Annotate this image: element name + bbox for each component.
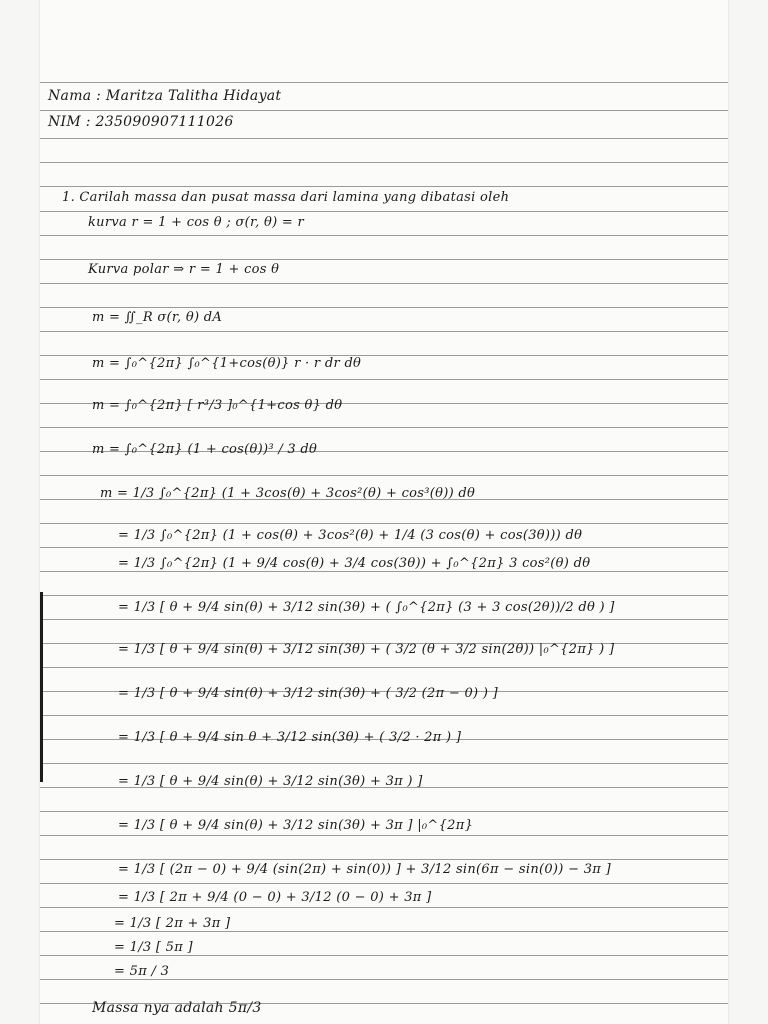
problem-statement-line-1: 1. Carilah massa dan pusat massa dari lamina yang dibatasi oleh	[62, 190, 510, 205]
ruled-line	[40, 595, 728, 596]
curve-note: Kurva polar ⇒ r = 1 + cos θ	[88, 262, 280, 277]
ruled-line	[40, 211, 728, 212]
step-line: = 1/3 [ (2π − 0) + 9/4 (sin(2π) + sin(0)) ] + 3/12 sin(6π − sin(0)) − 3π ]	[118, 862, 611, 877]
step-line: = 1/3 [ 5π ]	[114, 940, 193, 955]
step-line: = 1/3 ∫₀^{2π} (1 + 9/4 cos(θ) + 3/4 cos(3θ)) + ∫₀^{2π} 3 cos²(θ) dθ	[118, 556, 591, 571]
ruled-line	[40, 979, 728, 980]
ruled-line	[40, 931, 728, 932]
ruled-line	[40, 811, 728, 812]
step-line: m = ∫₀^{2π} (1 + cos(θ))³ / 3 dθ	[92, 442, 318, 457]
step-line: m = ∫₀^{2π} ∫₀^{1+cos(θ)} r · r dr dθ	[92, 356, 362, 371]
conclusion: Massa nya adalah 5π/3	[92, 1000, 262, 1016]
ruled-line	[40, 475, 728, 476]
ruled-line	[40, 82, 728, 83]
ruled-line	[40, 138, 728, 139]
ruled-line	[40, 883, 728, 884]
step-line: = 5π / 3	[114, 964, 170, 979]
ruled-line	[40, 715, 728, 716]
page-edge-mark	[40, 592, 43, 782]
ruled-line	[40, 571, 728, 572]
ruled-line	[40, 110, 728, 111]
student-name: Nama : Maritza Talitha Hidayat	[48, 88, 282, 104]
ruled-line	[40, 763, 728, 764]
ruled-line	[40, 859, 728, 860]
step-line: = 1/3 [ θ + 9/4 sin(θ) + 3/12 sin(3θ) + ( 3/2 (2π − 0) ) ]	[118, 686, 499, 701]
ruled-line	[40, 955, 728, 956]
step-line: = 1/3 [ θ + 9/4 sin(θ) + 3/12 sin(3θ) + ( 3/2 (θ + 3/2 sin(2θ)) |₀^{2π} ) ]	[118, 642, 615, 657]
ruled-line	[40, 331, 728, 332]
ruled-line	[40, 427, 728, 428]
ruled-line	[40, 307, 728, 308]
ruled-line	[40, 283, 728, 284]
step-line: = 1/3 [ 2π + 3π ]	[114, 916, 231, 931]
ruled-line	[40, 259, 728, 260]
ruled-line	[40, 162, 728, 163]
step-line: m = ∫₀^{2π} [ r³/3 ]₀^{1+cos θ} dθ	[92, 398, 343, 413]
ruled-line	[40, 547, 728, 548]
ruled-line	[40, 835, 728, 836]
step-line: = 1/3 ∫₀^{2π} (1 + cos(θ) + 3cos²(θ) + 1/4 (3 cos(θ) + cos(3θ))) dθ	[118, 528, 583, 543]
step-line: = 1/3 [ θ + 9/4 sin θ + 3/12 sin(3θ) + ( 3/2 · 2π ) ]	[118, 730, 462, 745]
ruled-line	[40, 667, 728, 668]
ruled-line	[40, 907, 728, 908]
ruled-line	[40, 235, 728, 236]
ruled-line	[40, 379, 728, 380]
ruled-line	[40, 523, 728, 524]
step-line: m = 1/3 ∫₀^{2π} (1 + 3cos(θ) + 3cos²(θ) + cos³(θ)) dθ	[100, 486, 476, 501]
step-line: = 1/3 [ θ + 9/4 sin(θ) + 3/12 sin(3θ) + 3π ] |₀^{2π}	[118, 818, 474, 833]
ruled-line	[40, 186, 728, 187]
notebook-page	[40, 0, 728, 1024]
step-line: m = ∬_R σ(r, θ) dA	[92, 310, 223, 325]
problem-statement-line-2: kurva r = 1 + cos θ ; σ(r, θ) = r	[88, 215, 305, 230]
step-line: = 1/3 [ 2π + 9/4 (0 − 0) + 3/12 (0 − 0) + 3π ]	[118, 890, 432, 905]
step-line: = 1/3 [ θ + 9/4 sin(θ) + 3/12 sin(3θ) + 3π ) ]	[118, 774, 423, 789]
step-line: = 1/3 [ θ + 9/4 sin(θ) + 3/12 sin(3θ) + ( ∫₀^{2π} (3 + 3 cos(2θ))/2 dθ ) ]	[118, 600, 615, 615]
student-nim: NIM : 235090907111026	[48, 114, 234, 130]
ruled-line	[40, 619, 728, 620]
